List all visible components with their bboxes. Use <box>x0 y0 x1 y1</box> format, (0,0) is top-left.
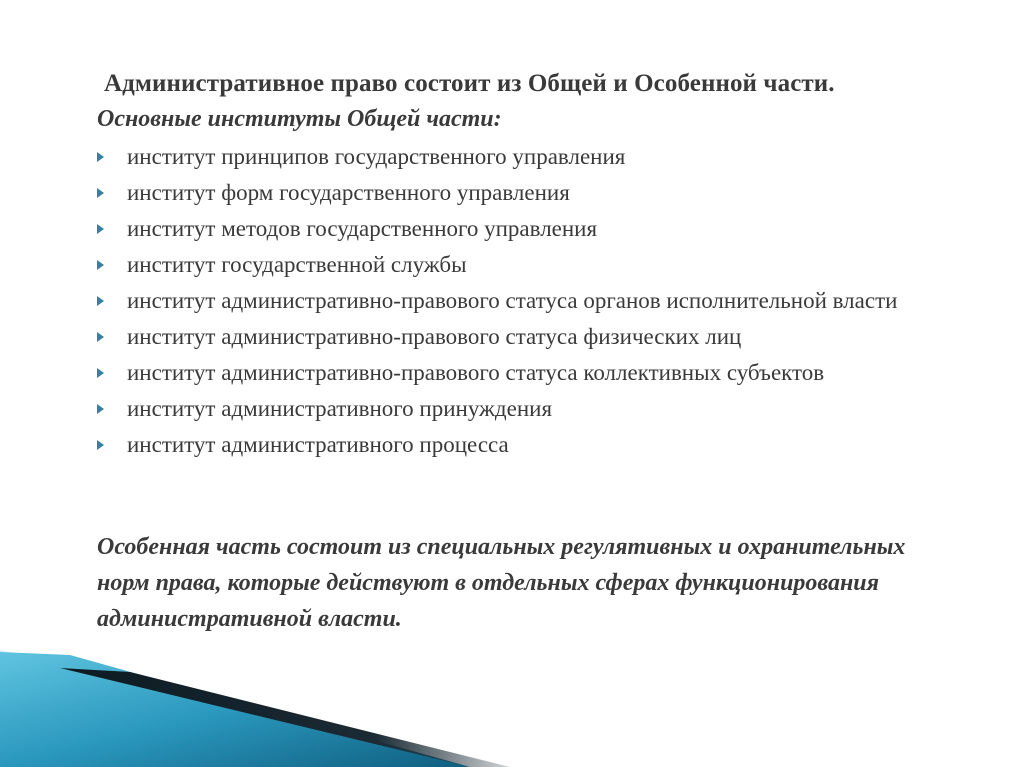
bullet-arrow-icon <box>97 440 104 450</box>
bullet-item <box>97 357 917 389</box>
bullet-item <box>97 393 917 425</box>
bullet-text: институт административно-правового статуса органов исполнительной власти <box>127 288 898 313</box>
bullet-arrow-icon <box>97 152 104 162</box>
bullet-item <box>97 249 917 281</box>
bullet-arrow-icon <box>97 332 104 342</box>
bullet-text: институт административно-правового статуса физических лиц <box>127 324 742 349</box>
bullet-item <box>97 141 917 173</box>
bullet-item <box>97 285 917 317</box>
bullet-text: институт методов государственного управления <box>127 216 598 241</box>
bullet-item <box>97 321 917 353</box>
bullet-list <box>97 141 917 465</box>
bullet-item <box>97 213 917 245</box>
bullet-arrow-icon <box>97 224 104 234</box>
bullet-item <box>97 429 917 461</box>
bullet-arrow-icon <box>97 296 104 306</box>
bullet-arrow-icon <box>97 188 104 198</box>
bullet-text: институт принципов государственного управления <box>127 144 626 169</box>
section-subtitle: Основные институты Общей части: <box>97 106 502 132</box>
slide-title: Административное право состоит из Общей и Особенной части. <box>104 70 835 97</box>
bullet-text: институт административного процесса <box>127 432 509 457</box>
bullet-text: институт административно-правового статуса коллективных субъектов <box>127 360 825 385</box>
bullet-text: институт административного принуждения <box>127 396 553 421</box>
bullet-arrow-icon <box>97 368 104 378</box>
bullet-item <box>97 177 917 209</box>
bullet-arrow-icon <box>97 404 104 414</box>
bullet-arrow-icon <box>97 260 104 270</box>
conclusion-text: Особенная часть состоит из специальных регулятивных и охранительных норм права, которые действуют в отдельных сферах функционирования административной власти. <box>97 534 906 632</box>
bullet-text: институт форм государственного управления <box>127 180 570 205</box>
bullet-text: институт государственной службы <box>127 252 467 277</box>
